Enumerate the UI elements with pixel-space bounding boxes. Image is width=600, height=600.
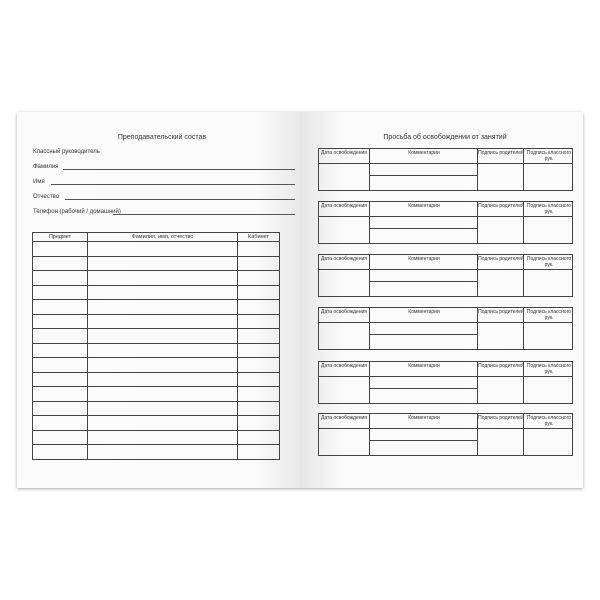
table-cell [33,358,88,373]
table-header-row [33,233,280,242]
table-row [33,314,280,329]
table-cell [88,329,238,344]
table-cell [238,343,280,358]
table-row [33,430,280,445]
table-row [33,401,280,416]
header-date: Дата освобождения [320,309,367,315]
column-comments [369,308,477,349]
header-parents-sign: Подпись родителей [478,309,524,315]
absence-block [318,148,573,191]
comment-line [370,388,478,389]
header-date: Дата освобождения [320,415,367,421]
table-cell [33,430,88,445]
table-cell [238,416,280,431]
table-cell [238,358,280,373]
comment-line [370,228,478,229]
header-comments: Комментарии [408,309,440,315]
header-comments: Комментарии [408,203,440,209]
table-cell [238,430,280,445]
table-cell [238,329,280,344]
table-cell [88,430,238,445]
table-cell [33,314,88,329]
table-cell [88,343,238,358]
table-cell [88,401,238,416]
table-cell [88,445,238,460]
table-row [33,343,280,358]
header-teacher-sign: Подпись классного рук. [526,363,572,375]
left-page [17,112,300,488]
left-page-title: Преподавательский состав [117,134,207,141]
header-parents-sign: Подпись родителей [478,150,524,156]
table-cell [88,300,238,315]
table-cell [33,401,88,416]
header-comments: Комментарии [408,256,440,262]
subjects-table-body [33,242,280,460]
table-cell [238,242,280,257]
column-teacher-sign [523,202,573,243]
column-comments [369,362,477,403]
header-teacher-sign: Подпись классного рук. [526,415,572,427]
field-first-name [33,176,295,186]
header-date: Дата освобождения [320,256,367,262]
table-cell [33,285,88,300]
header-separator [319,163,573,164]
table-cell [88,314,238,329]
field-phone [33,206,295,216]
absence-block [318,254,573,297]
table-cell [33,300,88,315]
table-row [33,285,280,300]
header-separator [319,269,573,270]
column-comments [369,255,477,296]
field-label: Телефон (рабочий / домашний) [33,209,121,215]
header-date: Дата освобождения [320,203,367,209]
field-last-name [33,161,295,171]
table-row [33,329,280,344]
column-teacher-sign [523,149,573,190]
header-comments: Комментарии [408,363,440,369]
notebook-spread [17,112,583,488]
table-row [33,445,280,460]
column-parents-sign [477,308,523,349]
field-label: Отчество [33,194,60,200]
table-cell [33,242,88,257]
column-teacher-sign [523,255,573,296]
column-teacher-sign [523,362,573,403]
header-separator [319,428,573,429]
field-label: Имя [33,179,45,185]
table-cell [238,300,280,315]
table-cell [238,256,280,271]
field-line [113,214,295,215]
table-cell [33,387,88,402]
absence-block [318,307,573,350]
header-subject: Предмет [33,233,88,242]
header-separator [319,322,573,323]
column-teacher-sign [523,414,573,455]
field-line [51,184,295,185]
field-label: Фамилия [33,164,59,170]
table-cell [88,256,238,271]
column-comments [369,202,477,243]
header-separator [319,376,573,377]
table-cell [33,256,88,271]
table-cell [88,387,238,402]
header-teacher-sign: Подпись классного рук. [526,150,572,162]
column-parents-sign [477,362,523,403]
table-cell [238,445,280,460]
table-cell [238,387,280,402]
header-parents-sign: Подпись родителей [478,415,524,421]
field-line [63,169,295,170]
right-page-title: Просьба об освобождении от занятий [383,134,507,141]
table-cell [238,314,280,329]
table-cell [238,401,280,416]
table-row [33,387,280,402]
comment-line [370,334,478,335]
header-parents-sign: Подпись родителей [478,256,524,262]
table-row [33,256,280,271]
header-parents-sign: Подпись родителей [478,363,524,369]
header-teacher-sign: Подпись классного рук. [526,256,572,268]
absence-block [318,201,573,244]
header-room: Кабинет [238,233,280,242]
table-cell [88,285,238,300]
field-line [65,199,295,200]
table-cell [88,242,238,257]
header-teacher-sign: Подпись классного рук. [526,309,572,321]
right-page [300,112,583,488]
table-cell [33,372,88,387]
column-comments [369,414,477,455]
column-parents-sign [477,149,523,190]
absence-block [318,413,573,456]
table-cell [88,372,238,387]
table-row [33,358,280,373]
comment-line [370,175,478,176]
comment-line [370,281,478,282]
column-teacher-sign [523,308,573,349]
table-cell [88,358,238,373]
subjects-table [32,232,280,460]
table-cell [88,271,238,286]
field-label: Классный руководитель [33,149,100,155]
column-parents-sign [477,414,523,455]
table-cell [238,271,280,286]
header-separator [319,216,573,217]
table-cell [238,285,280,300]
table-cell [33,271,88,286]
table-cell [33,329,88,344]
column-parents-sign [477,255,523,296]
table-cell [88,416,238,431]
table-cell [33,445,88,460]
header-date: Дата освобождения [320,150,367,156]
column-parents-sign [477,202,523,243]
header-parents-sign: Подпись родителей [478,203,524,209]
header-comments: Комментарии [408,150,440,156]
table-row [33,242,280,257]
field-class-teacher [33,146,295,156]
comment-line [370,440,478,441]
table-cell [238,372,280,387]
field-patronymic [33,191,295,201]
header-full-name: Фамилия, имя, отчество [88,233,238,242]
table-row [33,372,280,387]
table-row [33,300,280,315]
header-teacher-sign: Подпись классного рук. [526,203,572,215]
table-cell [33,416,88,431]
table-row [33,416,280,431]
header-comments: Комментарии [408,415,440,421]
table-row [33,271,280,286]
absence-block [318,361,573,404]
header-date: Дата освобождения [320,363,367,369]
table-cell [33,343,88,358]
column-comments [369,149,477,190]
